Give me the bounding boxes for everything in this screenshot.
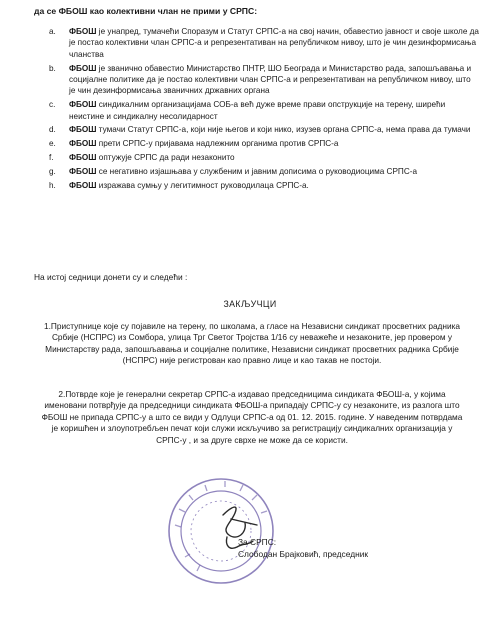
list-marker: h. [49, 180, 56, 190]
conclusions-title: ЗАКЉУЧЦИ [223, 299, 277, 309]
list-item-lead: ФБОШ [69, 166, 97, 176]
signature-org: За СРПС: [238, 537, 277, 547]
signature-block [238, 537, 478, 560]
list-item [49, 124, 479, 135]
list-item [49, 99, 479, 122]
list-item-text: оптужује СРПС да ради незаконито [96, 153, 235, 163]
list-item-lead: ФБОШ [69, 139, 97, 149]
list-marker: f. [49, 153, 54, 163]
session-note: На истој седници донети су и следећи : [34, 272, 188, 282]
list-item-lead: ФБОШ [69, 153, 97, 163]
list-item [49, 63, 479, 97]
list-item-lead: ФБОШ [69, 100, 97, 110]
list-item [49, 166, 479, 177]
list-item-lead: ФБОШ [69, 63, 97, 73]
list-item-text: је унапред, тумачећи Споразум и Статут СРПС-а на свој начин, обавестио јавност и своје школе да је постао колективни члан СРПС-а и репрезентативан на републичком нивоу, што је чин дезинформисања чланства [69, 27, 479, 59]
list-item-text: прети СРПС-у пријавама надлежним органима против СРПС-а [96, 139, 339, 149]
list-item [49, 152, 479, 163]
decision-list [49, 26, 479, 193]
list-item-text: се негативно изјашњава у службеним и јавним дописима о руководиоцима СРПС-а [96, 166, 418, 176]
list-item [49, 138, 479, 149]
list-item-text: синдикалним организацијама СОБ-а већ дуже време прави опструкције на терену, ширећи неистине и синдикалну несолидарност [69, 100, 446, 121]
list-marker: e. [49, 139, 56, 149]
list-item-text: изражава сумњу у легитимност руководилаца СРПС-а. [96, 180, 309, 190]
list-item [49, 180, 479, 191]
signature-name: Слободан Брајковић, председник [238, 548, 369, 559]
list-marker: d. [49, 125, 56, 135]
conclusion-paragraph: 2.Потврде које је генерални секретар СРПС-а издавао председницима синдиката ФБОШ-а, у којима именовани потврђује да председници синдиката ФБОШ-а припадају СРПС-у су незаконите, из разлога што ФБОШ не припада СРПС-у а што се види у Одлуци СРПС-а од 01. 12. 2015. године. У наведеним потврдама је коришћен и злоупотребљен печат који служи искључиво за регистрацију синдикалних организација у СРПС-у , и за друге сврхе не може да се користи. [41, 389, 463, 445]
section-heading: да се ФБОШ као колективни члан не прими у СРПС: [34, 6, 258, 16]
list-marker: c. [49, 100, 56, 110]
list-marker: g. [49, 166, 56, 176]
list-marker: a. [49, 27, 56, 36]
list-item-lead: ФБОШ [69, 125, 97, 135]
conclusion-paragraph: 1.Приступнице које су појавиле на терену, по школама, а гласе на Независни синдикат просветних радника Србије (НСПРС) из Сомбора, улица Трг Светог Тројства 1/16 су неважеће и незаконите, јер провером у Министарству рада, запошљавања и социјалне политике, Независни синдикат просветних радника Србије (НСПРС) није регистрован као правно лице и као такав не постоји. [43, 321, 461, 366]
stamp-seal-icon [165, 475, 277, 587]
list-marker: b. [49, 63, 56, 73]
list-item [49, 26, 479, 60]
list-item-lead: ФБОШ [69, 27, 97, 36]
stamp-rings [169, 479, 273, 583]
list-item-text: је званично обавестио Министарство ПНТР, ШО Београда и Министарство рада, запошљавања и социјалне политике да је постао колективни члан СРПС-а и репрезентативан на републичком нивоу, што је чин дезинформисања званичних државних органа [69, 63, 472, 96]
list-item-text: тумачи Статут СРПС-а, који није његов и који нико, изузев органа СРПС-а, нема права да тумачи [96, 125, 471, 135]
list-item-lead: ФБОШ [69, 180, 97, 190]
